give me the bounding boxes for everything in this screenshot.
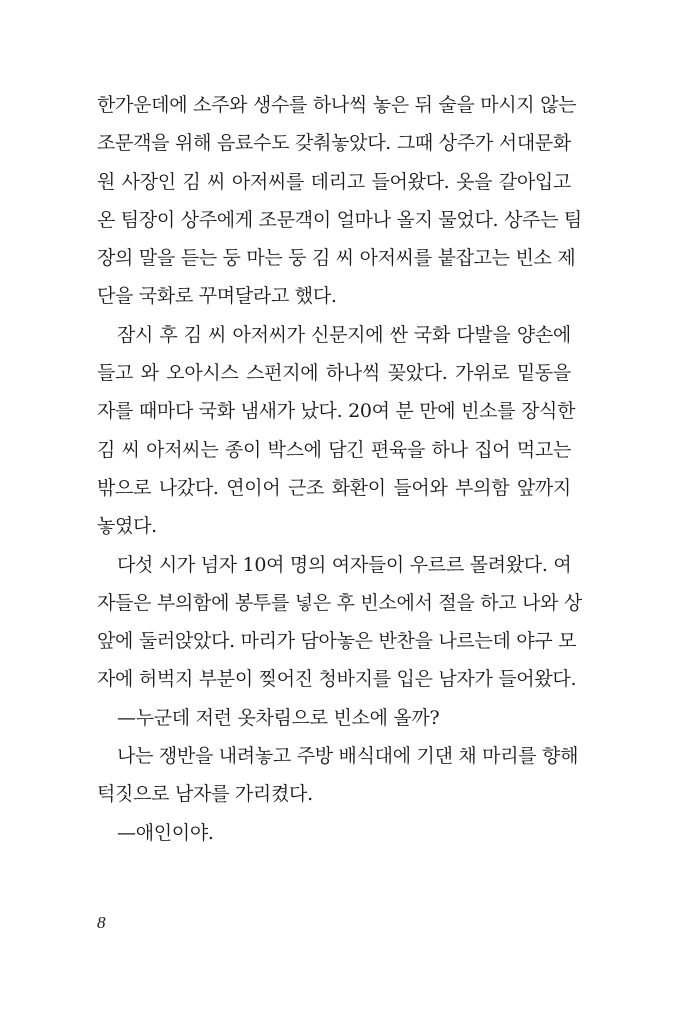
text-line: 놓였다. <box>97 515 157 538</box>
text-line: 밖으로 나갔다. 연이어 근조 화환이 들어와 부의함 앞까지 <box>97 476 571 499</box>
text-line: 잠시 후 김 씨 아저씨가 신문지에 싼 국화 다발을 양손에 <box>117 323 571 346</box>
text-line: 자에 허벅지 부분이 찢어진 청바지를 입은 남자가 들어왔다. <box>97 668 577 691</box>
text-line: 온 팀장이 상주에게 조문객이 얼마나 올지 물었다. 상주는 팀 <box>97 208 582 231</box>
text-line: —누군데 저런 옷차림으로 빈소에 올까? <box>117 706 440 729</box>
text-line: 턱짓으로 남자를 가리켰다. <box>97 783 313 806</box>
text-line: 자들은 부의함에 봉투를 넣은 후 빈소에서 절을 하고 나와 상 <box>97 591 582 614</box>
text-line: 한가운데에 소주와 생수를 하나씩 놓은 뒤 술을 마시지 않는 <box>97 94 577 116</box>
text-line: 조문객을 위해 음료수도 갖춰놓았다. 그때 상주가 서대문화 <box>97 132 571 155</box>
body-text <box>97 86 582 852</box>
text-line: 김 씨 아저씨는 종이 박스에 담긴 편육을 하나 집어 먹고는 <box>97 438 571 461</box>
text-line: 앞에 둘러앉았다. 마리가 담아놓은 반찬을 나르는데 야구 모 <box>97 630 577 653</box>
text-line: 나는 쟁반을 내려놓고 주방 배식대에 기댄 채 마리를 향해 <box>117 745 579 768</box>
text-line: 들고 와 오아시스 스펀지에 하나씩 꽂았다. 가위로 밑동을 <box>97 362 571 385</box>
text-line: 자를 때마다 국화 냄새가 났다. 20여 분 만에 빈소를 장식한 <box>97 400 576 423</box>
text-line: 장의 말을 듣는 둥 마는 둥 김 씨 아저씨를 붙잡고는 빈소 제 <box>97 247 576 270</box>
text-line: —애인이야. <box>117 821 214 844</box>
text-line: 다섯 시가 넘자 10여 명의 여자들이 우르르 몰려왔다. 여 <box>117 553 572 576</box>
text-line: 단을 국화로 꾸며달라고 했다. <box>97 285 337 308</box>
text-line: 원 사장인 김 씨 아저씨를 데리고 들어왔다. 옷을 갈아입고 <box>97 170 571 193</box>
page-number: 8 <box>97 913 106 932</box>
